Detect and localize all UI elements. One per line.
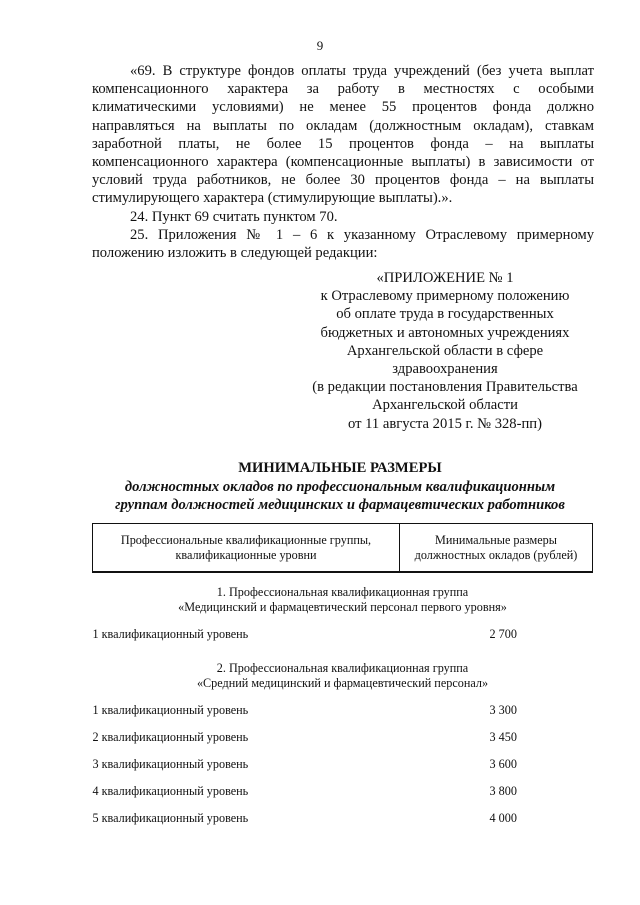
group-header-row bbox=[93, 572, 593, 622]
table-header-row bbox=[93, 524, 593, 572]
salary-table bbox=[92, 523, 593, 832]
body-text bbox=[92, 62, 594, 262]
table-row bbox=[93, 778, 593, 805]
paragraph-24: 24. Пункт 69 считать пунктом 70. bbox=[130, 208, 338, 225]
appendix-line: Архангельской области bbox=[372, 397, 518, 414]
column-header-salaries: Минимальные размеры должностных окладов (рублей) bbox=[400, 524, 593, 572]
value-cell: 3 300 bbox=[489, 703, 517, 717]
value-cell: 3 600 bbox=[489, 757, 517, 771]
level-cell: 1 квалификационный уровень bbox=[92, 627, 249, 641]
table-row bbox=[93, 621, 593, 648]
appendix-line: здравоохранения bbox=[392, 361, 498, 378]
value-cell: 3 450 bbox=[489, 730, 517, 744]
table-row bbox=[93, 724, 593, 751]
paragraph-25: 25. Приложения № 1 – 6 к указанному Отраслевому примерному положению изложить в следующей редакции: bbox=[92, 226, 594, 262]
level-cell: 2 квалификационный уровень bbox=[92, 730, 249, 744]
table-row bbox=[93, 805, 593, 832]
title-main: МИНИМАЛЬНЫЕ РАЗМЕРЫ bbox=[238, 460, 442, 476]
appendix-header bbox=[300, 269, 590, 433]
title-subtitle-line: группам должностей медицинских и фармацевтических работников bbox=[115, 497, 565, 513]
table-row bbox=[93, 751, 593, 778]
appendix-line: об оплате труда в государственных bbox=[336, 306, 554, 323]
paragraph-69: «69. В структуре фондов оплаты труда учреждений (без учета выплат компенсационного характера за работу в местностях с особыми климатическими условиями) не менее 55 процентов фонда должно направляться на выплаты по окладам (должностным окладам), ставкам заработной платы, не более 15 процентов фонда – на выплаты компенсационного характера (компенсационные выплаты) в зависимости от условий труда работников, не более 30 процентов фонда – на выплаты стимулирующего характера (стимулирующие выплаты).». bbox=[92, 63, 594, 207]
document-title bbox=[0, 459, 640, 515]
group-title: 2. Профессиональная квалификационная группа «Средний медицинский и фармацевтический персонал» bbox=[196, 660, 489, 690]
appendix-line: к Отраслевому примерному положению bbox=[320, 288, 570, 305]
level-cell: 4 квалификационный уровень bbox=[92, 784, 249, 798]
table-row bbox=[93, 697, 593, 724]
appendix-line: «ПРИЛОЖЕНИЕ № 1 bbox=[376, 270, 514, 286]
value-cell: 2 700 bbox=[489, 627, 517, 641]
level-cell: 5 квалификационный уровень bbox=[92, 811, 249, 825]
level-cell: 3 квалификационный уровень bbox=[92, 757, 249, 771]
group-header-row bbox=[93, 648, 593, 697]
value-cell: 4 000 bbox=[489, 811, 517, 825]
title-subtitle-line: должностных окладов по профессиональным квалификационным bbox=[124, 478, 556, 495]
appendix-line: бюджетных и автономных учреждениях bbox=[320, 324, 570, 341]
column-header-groups: Профессиональные квалификационные группы, квалификационные уровни bbox=[93, 524, 400, 572]
level-cell: 1 квалификационный уровень bbox=[92, 703, 249, 717]
page-number: 9 bbox=[316, 38, 324, 53]
appendix-line: Архангельской области в сфере bbox=[346, 342, 544, 359]
table-bottom-divider bbox=[92, 572, 593, 573]
appendix-line: от 11 августа 2015 г. № 328-пп) bbox=[348, 415, 542, 432]
value-cell: 3 800 bbox=[489, 784, 517, 798]
group-title: 1. Профессиональная квалификационная группа «Медицинский и фармацевтический персонал первого уровня» bbox=[178, 584, 507, 614]
appendix-line: (в редакции постановления Правительства bbox=[312, 379, 578, 396]
